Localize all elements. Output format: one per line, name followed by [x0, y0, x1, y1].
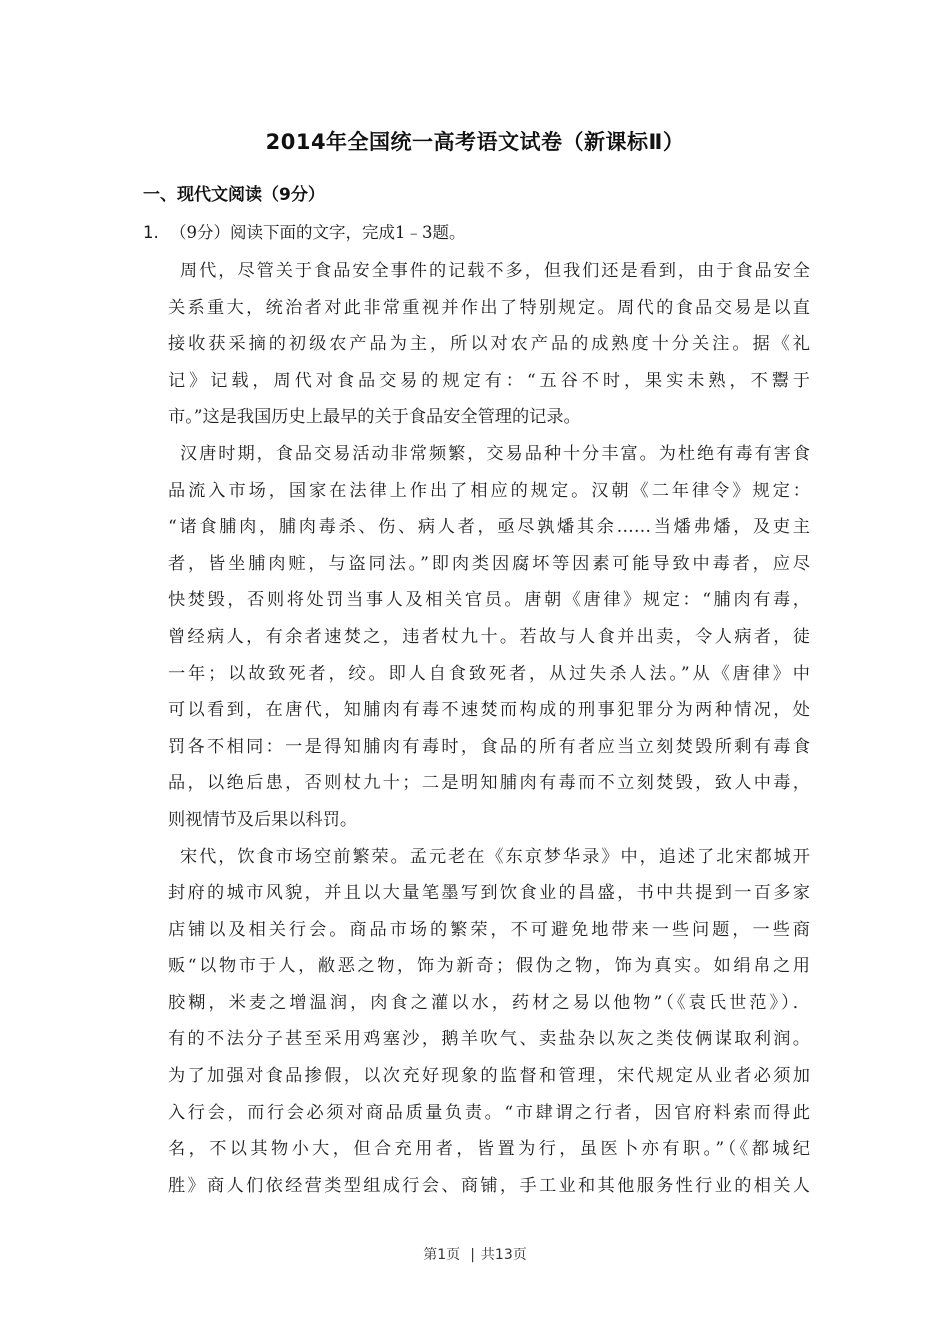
page-total: 共13页: [480, 1247, 527, 1263]
passage-line: 曾经病人，有余者速焚之，违者杖九十。若故与人食并出卖，令人病者，徒: [168, 626, 810, 647]
passage-line: 胜》商人们依经营类型组成行会、商铺，手工业和其他服务性行业的相关人: [168, 1175, 810, 1196]
passage-line: 入行会，而行会必须对商品质量负责。“市肆谓之行者，因官府料索而得此: [168, 1102, 810, 1123]
passage-line: 为了加强对食品掺假，以次充好现象的监督和管理，宋代规定从业者必须加: [168, 1066, 810, 1087]
passage-line: 一年；以故致死者，绞。即人自食致死者，从过失杀人法。”从《唐律》中: [168, 663, 810, 684]
question-prompt: [143, 219, 466, 243]
passage-line: 贩“以物市于人，敝恶之物，饰为新奇；假伪之物，饰为真实。如绢帛之用: [168, 956, 810, 977]
passage-line: 品，以绝后患，否则杖九十；二是明知脯肉有毒而不立刻焚毁，致人中毒，: [168, 773, 810, 794]
passage-line: 胶糊，米麦之增温润，肉食之灌以水，药材之易以他物”（《袁氏世范》）．: [168, 992, 810, 1013]
passage-line: 接收获采摘的初级农产品为主，所以对农产品的成熟度十分关注。据《礼: [168, 334, 810, 355]
reading-passage: [168, 253, 810, 1204]
exam-title: 2014年全国统一高考语文试卷（新课标Ⅱ）: [265, 130, 685, 154]
passage-line: 记》记载，周代对食品交易的规定有：“五谷不时，果实未熟，不鬻于: [168, 370, 810, 391]
passage-line: 罚各不相同：一是得知脯肉有毒时，食品的所有者应当立刻焚毁所剩有毒食: [168, 736, 810, 757]
page-footer: [0, 1244, 950, 1264]
passage-line: 者，皆坐脯肉赃，与盗同法。”即肉类因腐坏等因素可能导致中毒者，应尽: [168, 553, 810, 574]
footer-separator: |: [470, 1247, 475, 1263]
passage-line: 宋代，饮食市场空前繁荣。孟元老在《东京梦华录》中，追述了北宋都城开: [180, 846, 810, 867]
passage-line: “诸食脯肉，脯肉毒杀、伤、病人者，亟尽孰燔其余……当燔弗燔，及吏主: [168, 517, 810, 538]
passage-line: 则视情节及后果以科罚。: [168, 809, 358, 830]
question-text: （9分）阅读下面的文字，完成1﹣3题。: [170, 223, 466, 242]
passage-line: 周代，尽管关于食品安全事件的记载不多，但我们还是看到，由于食品安全: [180, 261, 810, 281]
passage-line: 快焚毁，否则将处罚当事人及相关官员。唐朝《唐律》规定：“脯肉有毒，: [168, 590, 810, 611]
passage-line: 店铺以及相关行会。商品市场的繁荣，不可避免地带来一些问题，一些商: [168, 919, 810, 940]
passage-line: 市。”这是我国历史上最早的关于食品安全管理的记录。: [168, 407, 581, 428]
passage-line: 可以看到，在唐代，知脯肉有毒不速焚而构成的刑事犯罪分为两种情况，处: [168, 700, 810, 721]
passage-line: 有的不法分子甚至采用鸡塞沙，鹅羊吹气、卖盐杂以灰之类伎俩谋取利润。: [168, 1029, 810, 1050]
page-number: 第1页: [423, 1247, 461, 1263]
passage-line: 名，不以其物小大，但合充用者，皆置为行，虽医卜亦有职。”（《都城纪: [168, 1139, 810, 1160]
passage-line: 汉唐时期，食品交易活动非常频繁，交易品种十分丰富。为杜绝有毒有害食: [180, 443, 810, 464]
section-heading: 一、现代文阅读（9分）: [143, 185, 325, 205]
question-number: 1.: [143, 223, 159, 242]
passage-line: 封府的城市风貌，并且以大量笔墨写到饮食业的昌盛，书中共提到一百多家: [168, 883, 810, 904]
passage-line: 关系重大，统治者对此非常重视并作出了特别规定。周代的食品交易是以直: [168, 297, 810, 318]
passage-line: 品流入市场，国家在法律上作出了相应的规定。汉朝《二年律令》规定：: [168, 480, 810, 501]
